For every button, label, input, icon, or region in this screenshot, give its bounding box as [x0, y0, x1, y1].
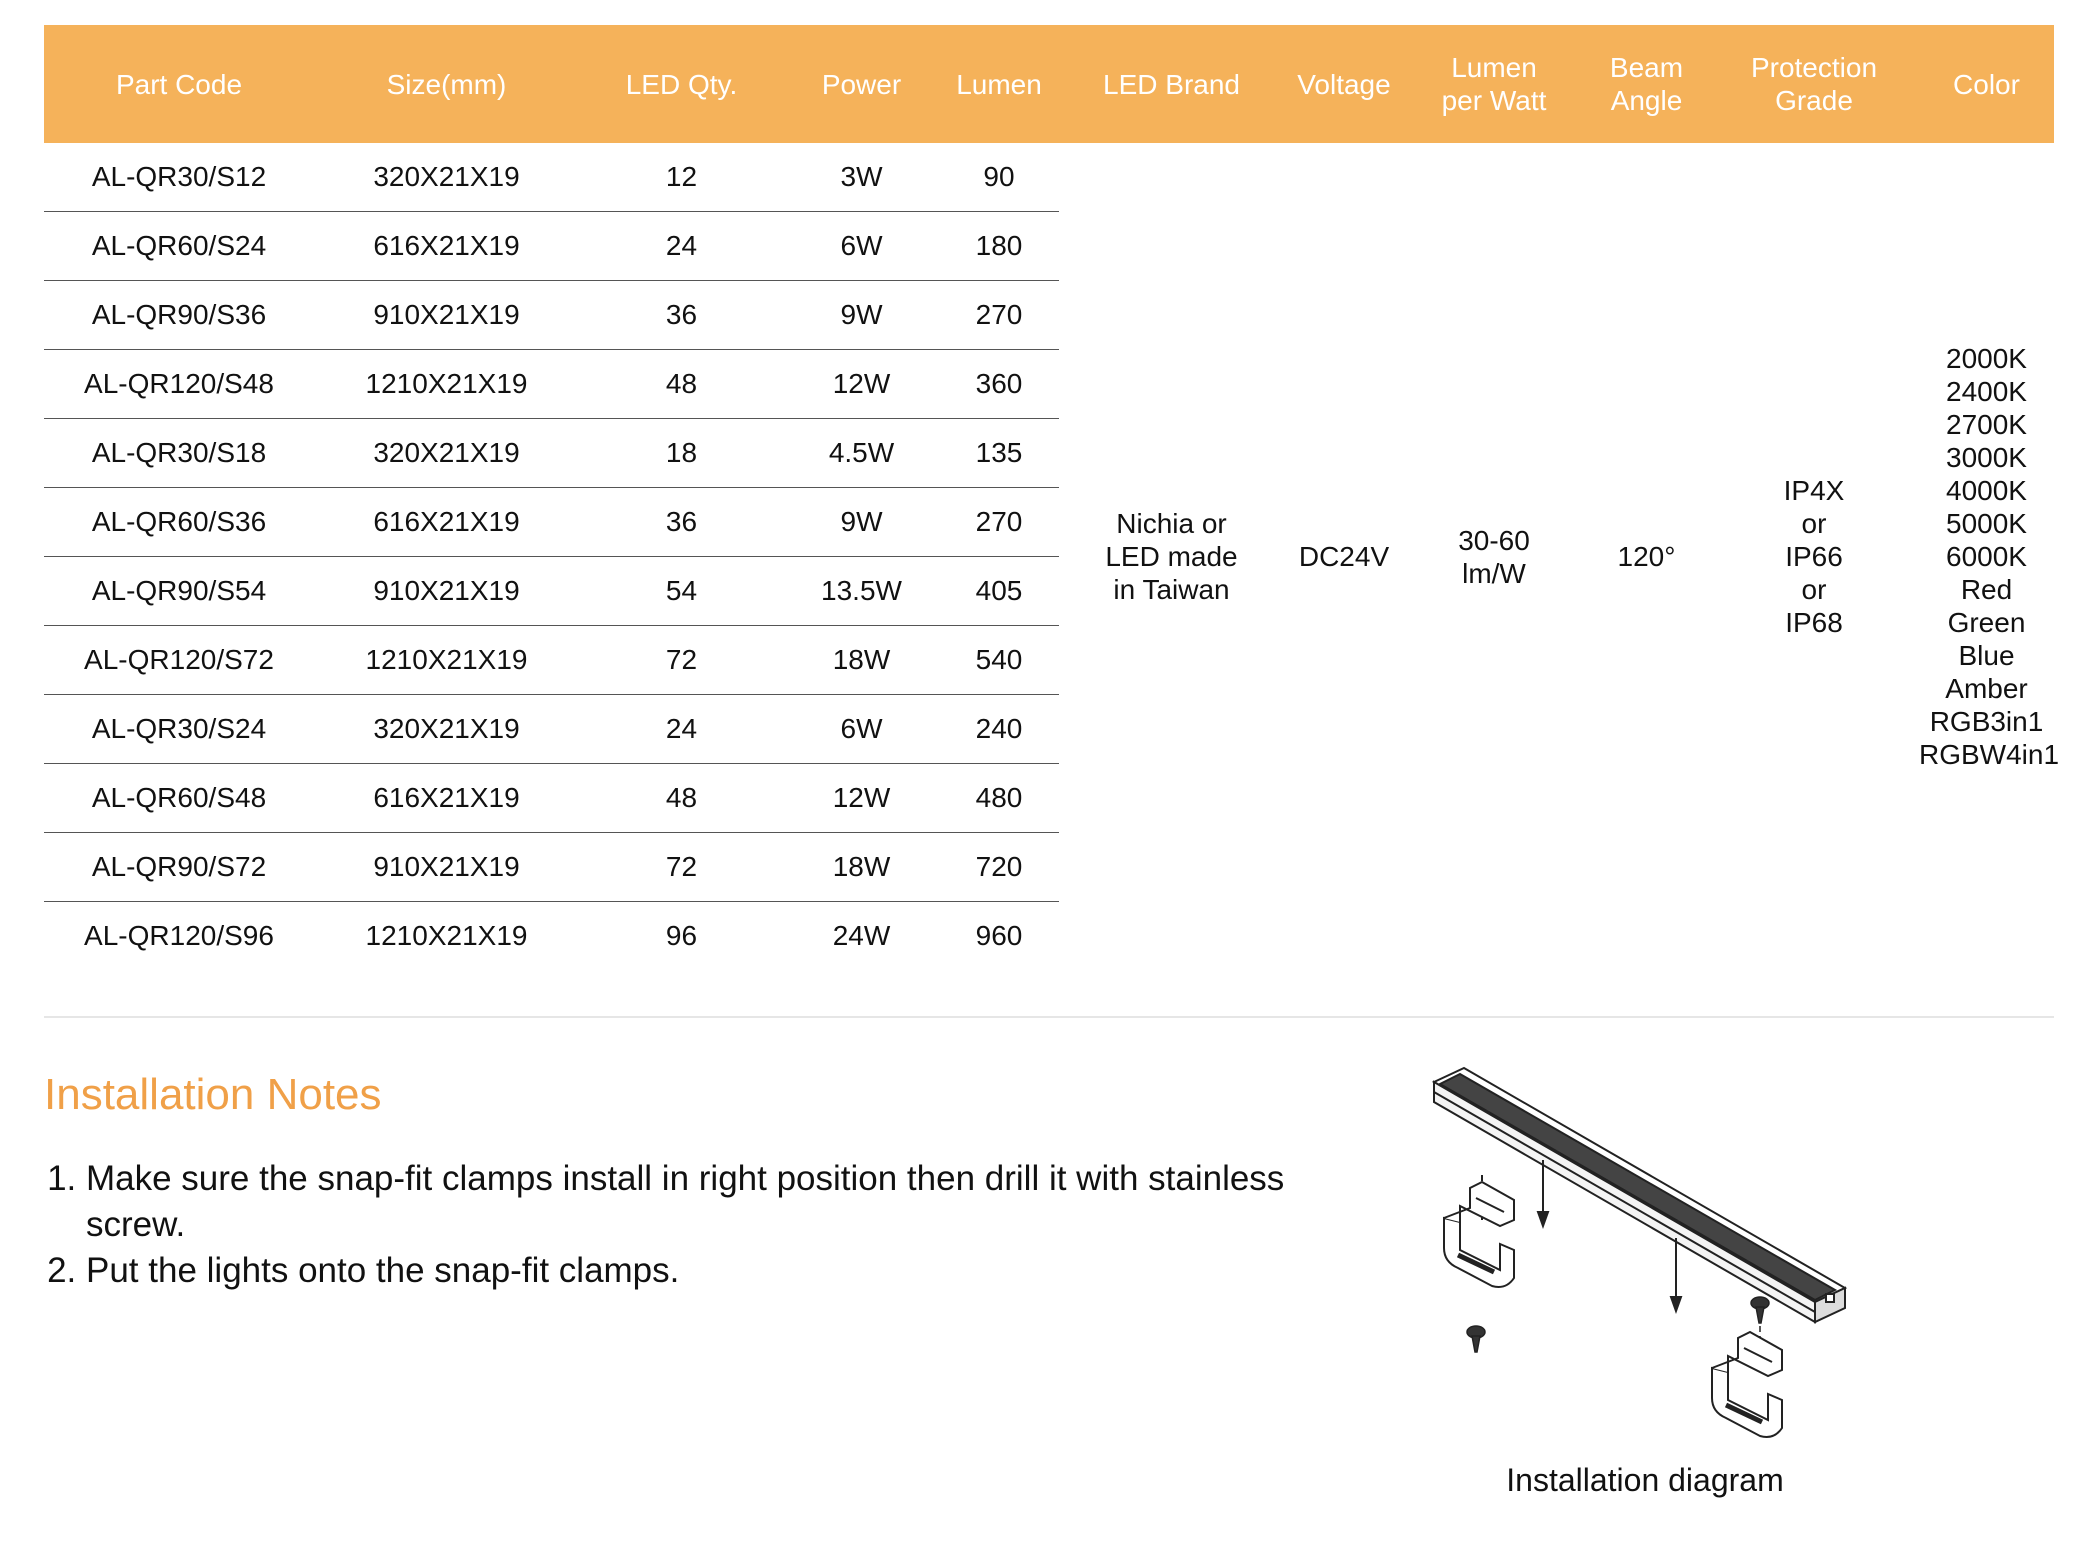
installation-notes-heading: Installation Notes — [44, 1070, 382, 1119]
size-cell: 320X21X19 — [314, 143, 579, 212]
size-cell: 320X21X19 — [314, 695, 579, 764]
part-code-cell: AL-QR60/S36 — [44, 488, 314, 557]
lumen-cell: 540 — [939, 626, 1059, 695]
power-cell: 6W — [784, 695, 939, 764]
size-cell: 1210X21X19 — [314, 350, 579, 419]
part-code-cell: AL-QR30/S24 — [44, 695, 314, 764]
size-cell: 910X21X19 — [314, 833, 579, 902]
size-cell: 910X21X19 — [314, 557, 579, 626]
part-code-cell: AL-QR30/S12 — [44, 143, 314, 212]
color-cell: 2000K 2400K 2700K 3000K 4000K 5000K 6000K Red Green Blue Amber RGB3in1 RGBW4in1 — [1919, 343, 2060, 770]
power-cell: 9W — [784, 281, 939, 350]
power-cell: 24W — [832, 920, 891, 951]
led-qty-cell: 18 — [579, 419, 784, 488]
part-code-cell: AL-QR120/S96 — [84, 920, 274, 951]
lumen-cell: 405 — [939, 557, 1059, 626]
part-code-cell: AL-QR90/S36 — [44, 281, 314, 350]
led-qty-cell: 48 — [579, 350, 784, 419]
size-cell: 616X21X19 — [314, 764, 579, 833]
lumen-cell: 480 — [939, 764, 1059, 833]
size-cell: 320X21X19 — [314, 419, 579, 488]
header-voltage: Voltage — [1284, 25, 1404, 143]
size-cell: 1210X21X19 — [314, 626, 579, 695]
power-cell: 4.5W — [784, 419, 939, 488]
led-qty-cell: 96 — [665, 920, 698, 951]
led-qty-cell: 24 — [579, 695, 784, 764]
left-screw-drawing — [1467, 1326, 1485, 1352]
power-cell: 6W — [784, 212, 939, 281]
header-protection-grade: Protection Grade — [1709, 25, 1919, 143]
spec-table — [44, 25, 2060, 970]
beam-angle-cell: 120° — [1617, 541, 1676, 572]
lumen-per-watt-cell: 30-60 lm/W — [1458, 524, 1530, 589]
led-qty-cell: 12 — [579, 143, 784, 212]
part-code-cell: AL-QR90/S54 — [44, 557, 314, 626]
lumen-cell: 960 — [975, 920, 1023, 951]
header-beam-angle: Beam Angle — [1584, 25, 1709, 143]
led-qty-cell: 54 — [579, 557, 784, 626]
header-power: Power — [784, 25, 939, 143]
section-divider — [44, 1016, 2054, 1018]
lumen-cell: 270 — [939, 281, 1059, 350]
size-cell: 910X21X19 — [314, 281, 579, 350]
header-led-brand: LED Brand — [1059, 25, 1284, 143]
led-qty-cell: 48 — [579, 764, 784, 833]
power-cell: 18W — [784, 833, 939, 902]
power-cell: 18W — [784, 626, 939, 695]
installation-diagram-illustration — [1430, 1050, 1860, 1450]
voltage-cell: DC24V — [1298, 541, 1390, 572]
lumen-cell: 180 — [939, 212, 1059, 281]
header-size: Size(mm) — [314, 25, 579, 143]
installation-note: 1. Make sure the snap-fit clamps install in right position then drill it with stainless screw. — [86, 1156, 1326, 1248]
header-lumen: Lumen — [939, 25, 1059, 143]
led-brand-cell: Nichia or LED made in Taiwan — [1105, 508, 1238, 605]
left-clamp-drawing — [1444, 1175, 1514, 1287]
led-qty-cell: 36 — [579, 281, 784, 350]
size-cell: 1210X21X19 — [365, 920, 528, 951]
protection-grade-cell: IP4X or IP66 or IP68 — [1783, 475, 1845, 638]
header-part-code: Part Code — [44, 25, 314, 143]
power-cell: 13.5W — [784, 557, 939, 626]
led-qty-cell: 72 — [579, 833, 784, 902]
part-code-cell: AL-QR90/S72 — [44, 833, 314, 902]
size-cell: 616X21X19 — [314, 212, 579, 281]
lumen-cell: 270 — [939, 488, 1059, 557]
power-cell: 12W — [784, 764, 939, 833]
table-header-row — [44, 25, 2054, 143]
header-color: Color — [1919, 25, 2054, 143]
lumen-cell: 360 — [939, 350, 1059, 419]
installation-note: 2. Put the lights onto the snap-fit clamps. — [86, 1248, 1326, 1294]
part-code-cell: AL-QR120/S72 — [44, 626, 314, 695]
installation-notes-list — [44, 1156, 1326, 1294]
lumen-cell: 135 — [939, 419, 1059, 488]
part-code-cell: AL-QR60/S48 — [44, 764, 314, 833]
diagram-caption: Installation diagram — [1506, 1462, 1784, 1498]
part-code-cell: AL-QR120/S48 — [44, 350, 314, 419]
power-cell: 3W — [784, 143, 939, 212]
lumen-cell: 720 — [939, 833, 1059, 902]
power-cell: 12W — [784, 350, 939, 419]
header-lumen-per-watt: Lumen per Watt — [1404, 25, 1584, 143]
led-qty-cell: 24 — [579, 212, 784, 281]
lumen-cell: 240 — [939, 695, 1059, 764]
power-cell: 9W — [784, 488, 939, 557]
right-clamp-drawing — [1712, 1332, 1782, 1437]
header-led-qty: LED Qty. — [579, 25, 784, 143]
table-row — [44, 143, 2054, 212]
lumen-cell: 90 — [939, 143, 1059, 212]
part-code-cell: AL-QR30/S18 — [44, 419, 314, 488]
led-qty-cell: 36 — [579, 488, 784, 557]
led-qty-cell: 72 — [579, 626, 784, 695]
size-cell: 616X21X19 — [314, 488, 579, 557]
part-code-cell: AL-QR60/S24 — [44, 212, 314, 281]
